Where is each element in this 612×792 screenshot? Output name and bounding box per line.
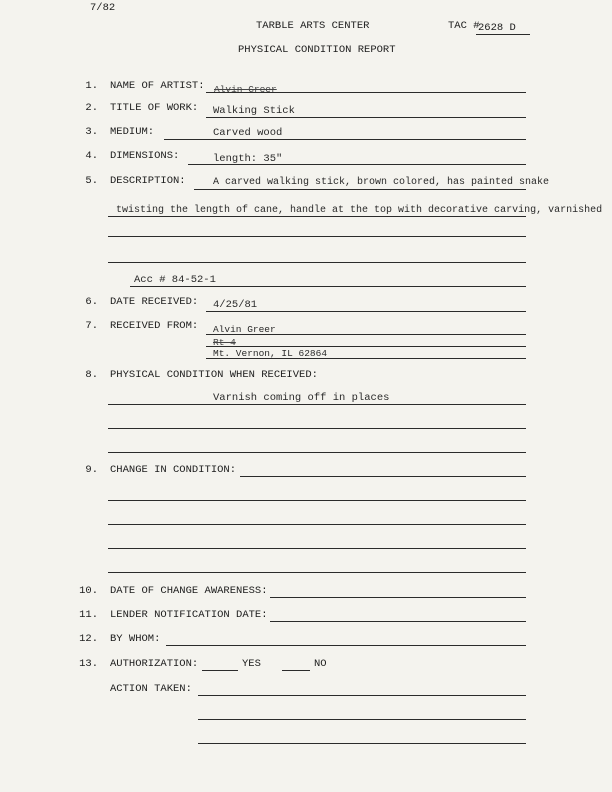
- action-taken-line-2: [198, 719, 526, 720]
- field-9-label: CHANGE IN CONDITION:: [110, 464, 237, 476]
- field-7-number: 7.: [85, 320, 98, 332]
- field-5-number: 5.: [85, 175, 98, 187]
- field-8-line-2: [108, 428, 526, 429]
- field-12-number: 12.: [79, 633, 98, 645]
- field-10-number: 10.: [79, 585, 98, 597]
- field-1-label: NAME OF ARTIST:: [110, 80, 205, 92]
- authorization-yes-label: YES: [242, 658, 261, 670]
- field-5-line-1: [194, 189, 526, 190]
- action-taken-line-1: [198, 695, 526, 696]
- field-7-label: RECEIVED FROM:: [110, 320, 199, 332]
- field-6-number: 6.: [85, 296, 98, 308]
- field-10-line: [270, 597, 526, 598]
- field-4-number: 4.: [85, 150, 98, 162]
- field-13-label: AUTHORIZATION:: [110, 658, 199, 670]
- artist-name-value: Alvin Greer: [214, 84, 277, 95]
- field-5-label: DESCRIPTION:: [110, 175, 186, 187]
- description-value-line-2: twisting the length of cane, handle at the top with decorative carving, varnished: [116, 205, 603, 216]
- field-4-line: [188, 164, 526, 165]
- field-5-line-5: [130, 286, 526, 287]
- authorization-no-blank: [282, 670, 310, 671]
- field-3-line: [164, 139, 526, 140]
- dimensions-value: length: 35": [213, 153, 283, 165]
- field-11-number: 11.: [79, 609, 98, 621]
- field-8-number: 8.: [85, 369, 98, 381]
- field-9-line-5: [108, 572, 526, 573]
- field-8-label: PHYSICAL CONDITION WHEN RECEIVED:: [110, 369, 318, 381]
- field-9-line-1: [240, 476, 526, 477]
- authorization-no-label: NO: [314, 658, 327, 670]
- field-10-label: DATE OF CHANGE AWARENESS:: [110, 585, 268, 597]
- field-6-label: DATE RECEIVED:: [110, 296, 199, 308]
- accession-number: Acc # 84-52-1: [134, 274, 216, 286]
- field-8-line-3: [108, 452, 526, 453]
- field-4-label: DIMENSIONS:: [110, 150, 180, 162]
- medium-value: Carved wood: [213, 127, 283, 139]
- description-value-line-1: A carved walking stick, brown colored, has painted snake: [213, 177, 550, 188]
- field-3-number: 3.: [85, 126, 98, 138]
- page-title: PHYSICAL CONDITION REPORT: [238, 44, 396, 56]
- tac-number: 2628 D: [478, 22, 516, 34]
- action-taken-label: ACTION TAKEN:: [110, 683, 192, 695]
- org-name: TARBLE ARTS CENTER: [256, 20, 370, 32]
- received-from-line-1: Alvin Greer: [213, 324, 276, 335]
- field-7-line-3: [206, 358, 526, 359]
- authorization-yes-blank: [202, 670, 238, 671]
- field-8-line-1: [108, 404, 526, 405]
- received-from-line-3: Mt. Vernon, IL 62864: [213, 348, 328, 359]
- field-12-line: [166, 645, 526, 646]
- field-5-line-3: [108, 236, 526, 237]
- field-2-label: TITLE OF WORK:: [110, 102, 199, 114]
- field-11-label: LENDER NOTIFICATION DATE:: [110, 609, 268, 621]
- field-2-line: [206, 117, 526, 118]
- field-1-line: [206, 92, 526, 93]
- received-from-line-2: Rt 4: [213, 337, 236, 348]
- tac-number-line: [476, 34, 530, 35]
- field-9-line-4: [108, 548, 526, 549]
- field-6-line: [206, 311, 526, 312]
- field-7-line-2: [206, 346, 526, 347]
- field-7-line-1: [206, 334, 526, 335]
- condition-received-value: Varnish coming off in places: [213, 392, 390, 404]
- field-9-number: 9.: [85, 464, 98, 476]
- title-of-work-value: Walking Stick: [213, 105, 295, 117]
- field-9-line-3: [108, 524, 526, 525]
- field-2-number: 2.: [85, 102, 98, 114]
- field-3-label: MEDIUM:: [110, 126, 155, 138]
- date-code: 7/82: [90, 2, 116, 14]
- field-13-number: 13.: [79, 658, 98, 670]
- field-5-line-4: [108, 262, 526, 263]
- field-11-line: [270, 621, 526, 622]
- field-1-number: 1.: [85, 80, 98, 92]
- tac-prefix: TAC #: [448, 20, 480, 32]
- field-5-line-2: [108, 216, 526, 217]
- field-12-label: BY WHOM:: [110, 633, 161, 645]
- date-received-value: 4/25/81: [213, 299, 258, 311]
- action-taken-line-3: [198, 743, 526, 744]
- field-9-line-2: [108, 500, 526, 501]
